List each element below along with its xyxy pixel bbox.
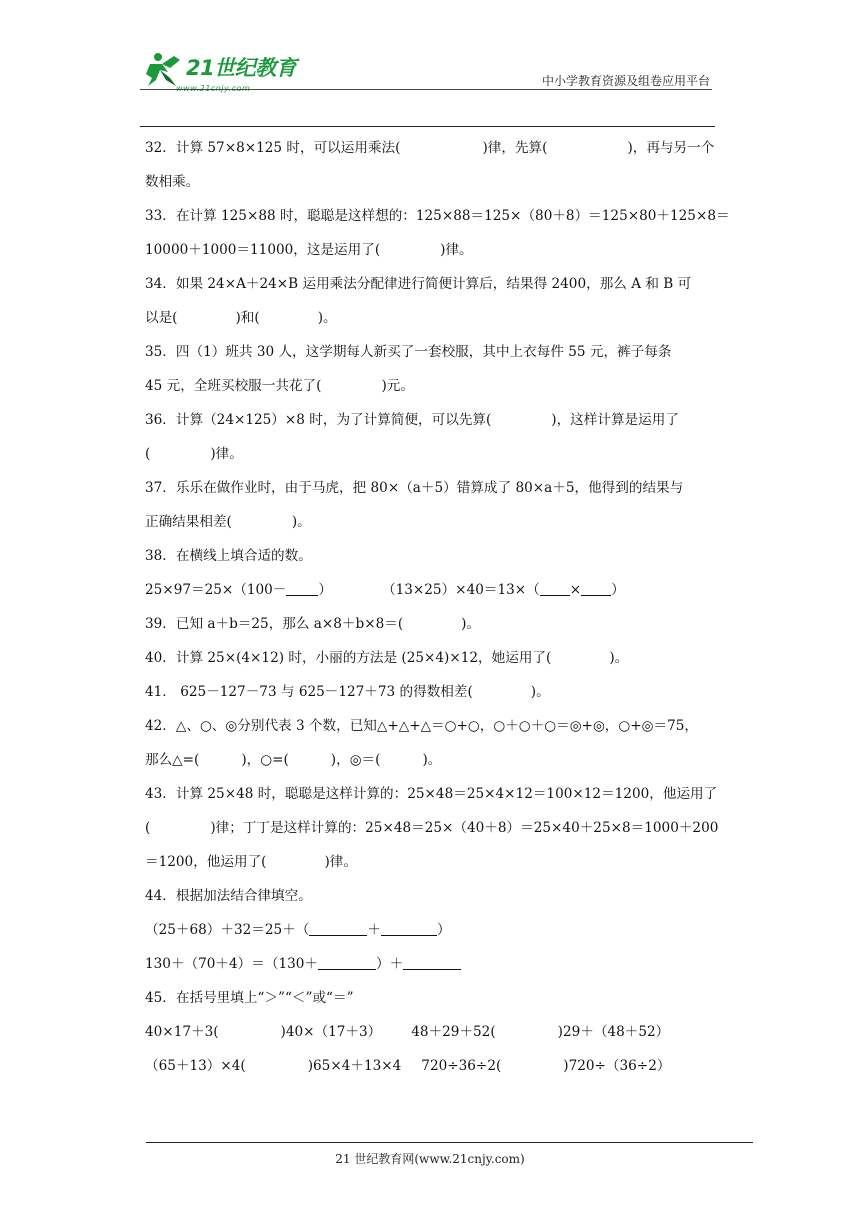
q40-line1: 40．计算 25×(4×12) 时，小丽的方法是 (25×4)×12，她运用了( )。 bbox=[145, 650, 629, 666]
q34-line1: 34．如果 24×A＋24×B 运用乘法分配律进行简便计算后，结果得 2400，那么 A 和 B 可 bbox=[145, 276, 692, 292]
logo bbox=[140, 46, 320, 92]
q34-line2: 以是( )和( )。 bbox=[145, 310, 337, 326]
q36-line1: 36．计算（24×125）×8 时，为了计算简便，可以先算( )，这样计算是运用了 bbox=[145, 412, 679, 428]
q45-line3: （65＋13）×4( )65×4＋13×4 720÷36÷2( )720÷（36÷2） bbox=[145, 1058, 671, 1074]
q38-line1: 38．在横线上填合适的数。 bbox=[145, 548, 312, 564]
q43-line2: ( )律；丁丁是这样计算的：25×48＝25×（40＋8）＝25×40＋25×8＝1000＋200 bbox=[145, 820, 719, 836]
q33-line2: 10000＋1000＝11000，这是运用了( )律。 bbox=[145, 242, 473, 258]
q42-line2: 那么△=( )，○=( )，◎＝( )。 bbox=[145, 752, 442, 768]
fill-in-line[interactable] bbox=[286, 581, 318, 596]
page-header bbox=[140, 40, 712, 92]
fill-in-line[interactable] bbox=[540, 581, 570, 596]
q44-line1: 44．根据加法结合律填空。 bbox=[145, 888, 312, 904]
q45-line1: 45．在括号里填上“＞”“＜”或“＝” bbox=[145, 990, 354, 1006]
q42-line1: 42．△、○、◎分别代表 3 个数，已知△+△+△＝○+○，○＋○＋○＝◎+◎，○+◎＝75， bbox=[145, 718, 699, 734]
q37-line2: 正确结果相差( )。 bbox=[145, 514, 311, 530]
q41-line1: 41． 625－127－73 与 625－127＋73 的得数相差( )。 bbox=[145, 684, 550, 700]
q35-line1: 35．四（1）班共 30 人，这学期每人新买了一套校服，其中上衣每件 55 元，裤子每条 bbox=[145, 344, 672, 360]
q39-line1: 39．已知 a＋b＝25，那么 a×8＋b×8＝( )。 bbox=[145, 616, 481, 632]
footer-divider bbox=[146, 1142, 753, 1143]
fill-in-line[interactable] bbox=[309, 921, 367, 936]
page-footer: 21 世纪教育网(www.21cnjy.com) bbox=[335, 1152, 525, 1166]
q44-line3: 130＋（70＋4）＝（130＋ ）＋ bbox=[145, 947, 720, 981]
q32-line2: 数相乘。 bbox=[145, 174, 200, 190]
q35-line2: 45 元，全班买校服一共花了( )元。 bbox=[145, 378, 414, 394]
logo-url: www.21cnjy.com bbox=[176, 84, 251, 93]
q45-line2: 40×17＋3( )40×（17＋3） 48＋29＋52( )29＋（48＋52） bbox=[145, 1024, 670, 1040]
q37-line1: 37．乐乐在做作业时，由于马虎，把 80×（a＋5）错算成了 80×a＋5，他得到的结果与 bbox=[145, 480, 684, 496]
q43-line1: 43．计算 25×48 时，聪聪是这样计算的：25×48＝25×4×12＝100×12＝1200，他运用了 bbox=[145, 786, 718, 802]
fill-in-line[interactable] bbox=[581, 581, 611, 596]
fill-in-line[interactable] bbox=[403, 955, 461, 970]
q43-line3: ＝1200，他运用了( )律。 bbox=[145, 854, 357, 870]
q33-line1: 33．在计算 125×88 时，聪聪是这样想的：125×88＝125×（80＋8）＝125×80＋125×8＝ bbox=[145, 208, 730, 224]
platform-name: 中小学教育资源及组卷应用平台 bbox=[541, 74, 710, 88]
q38-line2: 25×97＝25×（100－ ） （13×25）×40＝13×（ × ） bbox=[145, 582, 625, 598]
q32-line1: 32．计算 57×8×125 时，可以运用乘法( )律，先算( )，再与另一个 bbox=[145, 140, 715, 156]
header-divider bbox=[140, 89, 712, 90]
question-list bbox=[145, 131, 730, 1083]
q44-line2: （25＋68）＋32＝25＋（ ＋ ） bbox=[145, 922, 451, 938]
fill-in-line[interactable] bbox=[381, 921, 437, 936]
fill-in-line[interactable] bbox=[318, 955, 376, 970]
content-top-divider bbox=[140, 126, 715, 127]
q36-line2: ( )律。 bbox=[145, 446, 243, 462]
logo-text: 21世纪教育 bbox=[186, 56, 297, 80]
